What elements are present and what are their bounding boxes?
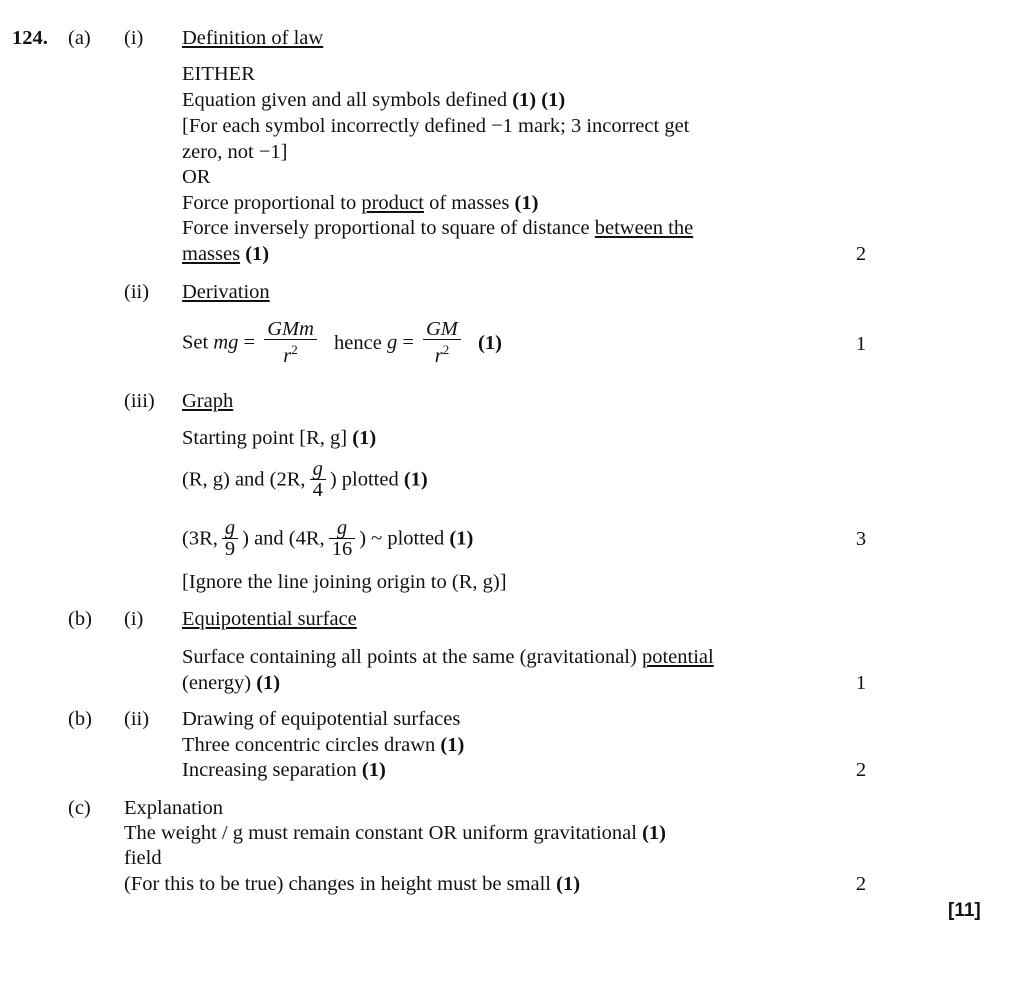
circles-mark: (1) xyxy=(440,734,465,756)
fraction-g16-numerator: g xyxy=(329,518,356,539)
surface-mark: (1) xyxy=(256,672,281,694)
equation-text: Equation given and all symbols defined xyxy=(182,89,508,111)
fraction-gm-denominator: $r^2$ xyxy=(434,342,450,367)
masses-underlined: masses xyxy=(182,243,241,265)
fraction-gm-over-r2 xyxy=(423,319,461,366)
part-b-i-label: (i) xyxy=(124,608,144,630)
fraction-g16-denominator: 16 xyxy=(331,538,353,560)
plot2-mid: ) and (4R, xyxy=(242,527,325,550)
part-a-ii-label: (ii) xyxy=(124,281,150,303)
fraction-g9-numerator: g xyxy=(222,518,238,539)
circles-line xyxy=(182,733,464,759)
derivation-equation xyxy=(182,319,502,366)
fraction-g9-denominator: 9 xyxy=(224,538,236,560)
total-marks: [11] xyxy=(948,900,981,921)
definition-heading: Definition of law xyxy=(182,27,324,49)
plot1-post: ) plotted xyxy=(329,468,399,491)
force-inverse-underlined: between the xyxy=(594,217,694,239)
plot1-mark: (1) xyxy=(403,468,428,491)
equipotential-heading: Equipotential surface xyxy=(182,608,357,630)
weight-line xyxy=(124,821,666,847)
field-line: field xyxy=(124,847,162,869)
fraction-gmm-over-r2 xyxy=(264,319,317,366)
marks-b-ii: 2 xyxy=(855,759,867,781)
plot-line-2 xyxy=(182,518,473,559)
plot-line-1 xyxy=(182,459,428,500)
penalty-line-1: [For each symbol incorrectly defined −1 mark; 3 incorrect get xyxy=(182,115,690,137)
fraction-gmm-numerator: GMm xyxy=(264,319,317,340)
penalty-line-2: zero, not −1] xyxy=(182,141,288,163)
starting-point-line xyxy=(182,426,376,452)
fraction-g-over-4 xyxy=(310,459,326,500)
drawing-heading: Drawing of equipotential surfaces xyxy=(182,708,461,730)
derivation-heading: Derivation xyxy=(182,281,270,303)
circles-text: Three concentric circles drawn xyxy=(182,734,436,756)
marks-c: 2 xyxy=(855,873,867,895)
explanation-heading: Explanation xyxy=(124,797,224,819)
weight-mark: (1) xyxy=(642,822,666,844)
fraction-gm-numerator: GM xyxy=(423,319,461,340)
part-a-i-label: (i) xyxy=(124,27,144,49)
starting-point-mark: (1) xyxy=(352,427,377,449)
part-c-label: (c) xyxy=(68,797,91,819)
hence-text: hence xyxy=(334,331,382,354)
force-product-mark: (1) xyxy=(514,192,539,214)
force-inverse-line-2 xyxy=(182,242,269,268)
g-symbol: g xyxy=(386,331,398,354)
potential-underlined: potential xyxy=(641,646,714,668)
fraction-g4-denominator: 4 xyxy=(312,479,323,501)
marks-b-i: 1 xyxy=(855,672,867,694)
force-inverse-line xyxy=(182,216,693,242)
or-label: OR xyxy=(182,166,211,188)
force-product-pre: Force proportional to xyxy=(182,192,357,214)
part-a-label: (a) xyxy=(68,27,91,49)
ignore-note: [Ignore the line joining origin to (R, g)] xyxy=(182,571,507,593)
part-b-repeat-label: (b) xyxy=(68,708,92,730)
energy-text: (energy) xyxy=(182,672,252,694)
height-mark: (1) xyxy=(556,873,581,895)
separation-text: Increasing separation xyxy=(182,759,357,781)
marks-a-ii: 1 xyxy=(855,333,867,355)
fraction-g-over-16 xyxy=(329,518,356,559)
fraction-g-over-9 xyxy=(222,518,238,559)
part-b-label: (b) xyxy=(68,608,92,630)
force-inverse-pre: Force inversely proportional to square of distance xyxy=(182,217,590,239)
plot2-mark: (1) xyxy=(449,527,474,550)
derivation-mark: (1) xyxy=(478,331,502,354)
set-text: Set xyxy=(182,331,209,354)
separation-mark: (1) xyxy=(361,759,386,781)
marks-a-i: 2 xyxy=(855,243,867,265)
surface-line-1 xyxy=(182,645,714,671)
force-inverse-mark: (1) xyxy=(245,243,270,265)
separation-line xyxy=(182,758,386,784)
equation-marks: (1) (1) xyxy=(512,89,566,111)
plot2-post: ) ~ plotted xyxy=(359,527,445,550)
equals-sign: = xyxy=(243,331,256,354)
weight-text: The weight / g must remain constant OR uniform gravitational xyxy=(124,822,637,844)
part-b-ii-label: (ii) xyxy=(124,708,150,730)
fraction-gmm-denominator: $r^2$ xyxy=(283,342,298,367)
plot1-pre: (R, g) and (2R, xyxy=(182,468,306,491)
surface-line-1-pre: Surface containing all points at the same (gravitational) xyxy=(182,646,637,668)
fraction-g4-numerator: g xyxy=(310,459,326,480)
marks-a-iii: 3 xyxy=(855,528,867,550)
plot2-pre: (3R, xyxy=(182,527,218,550)
force-product-line xyxy=(182,191,538,217)
equals-sign-2: = xyxy=(402,331,414,354)
question-number: 124. xyxy=(12,27,48,49)
mg-symbol: mg xyxy=(213,331,239,354)
force-product-underlined: product xyxy=(361,192,424,214)
surface-line-2 xyxy=(182,671,280,697)
either-label: EITHER xyxy=(182,63,255,85)
part-a-iii-label: (iii) xyxy=(124,390,155,412)
height-text: (For this to be true) changes in height must be small xyxy=(124,873,552,895)
graph-heading: Graph xyxy=(182,390,234,412)
starting-point-text: Starting point [R, g] xyxy=(182,427,348,449)
force-product-post: of masses xyxy=(429,192,510,214)
equation-line xyxy=(182,88,565,114)
height-line xyxy=(124,872,580,898)
